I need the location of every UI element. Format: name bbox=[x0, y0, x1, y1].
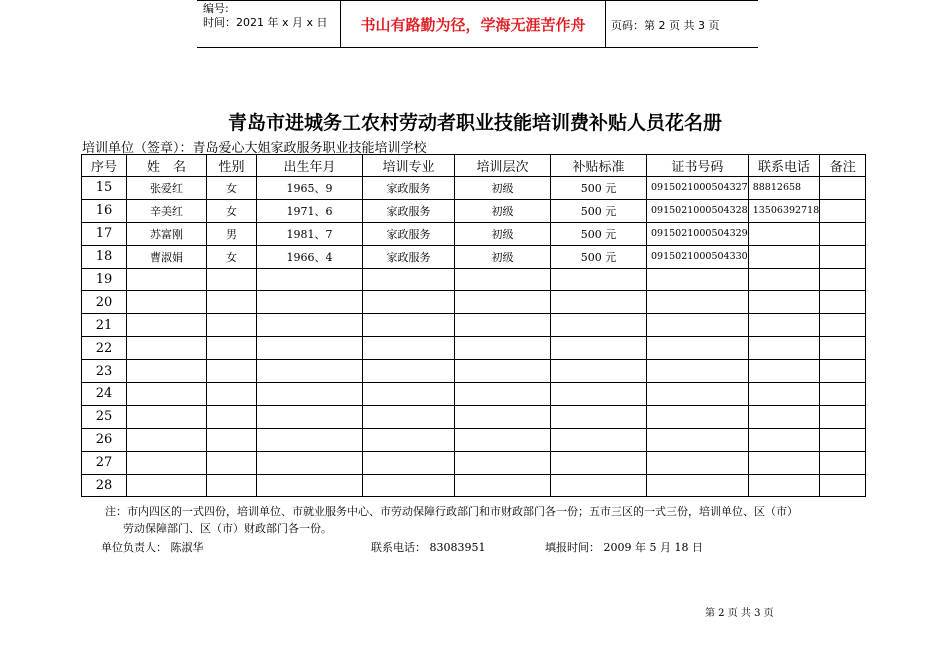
cell-phone bbox=[748, 314, 820, 337]
col-header-birth: 出生年月 bbox=[257, 155, 363, 177]
cell-major bbox=[363, 314, 455, 337]
cell-subsidy: 500 元 bbox=[551, 199, 647, 222]
footnote-line-2: 劳动保障部门、区（市）财政部门各一份。 bbox=[123, 522, 332, 535]
table-row bbox=[82, 428, 866, 451]
cell-major bbox=[363, 383, 455, 406]
cell-remark bbox=[820, 428, 866, 451]
cell-no: 26 bbox=[82, 428, 127, 451]
cell-level bbox=[455, 405, 551, 428]
col-header-level: 培训层次 bbox=[455, 155, 551, 177]
cell-phone bbox=[748, 222, 820, 245]
cell-level bbox=[455, 383, 551, 406]
cell-no: 15 bbox=[82, 177, 127, 200]
contact-phone: 联系电话： 83083951 bbox=[371, 541, 486, 554]
cell-cert: 0915021000504328 bbox=[647, 199, 749, 222]
table-row bbox=[82, 177, 866, 200]
table-row bbox=[82, 314, 866, 337]
cell-level bbox=[455, 474, 551, 497]
cell-name bbox=[127, 337, 207, 360]
cell-sex: 男 bbox=[207, 222, 257, 245]
table-row bbox=[82, 245, 866, 268]
cell-level: 初级 bbox=[455, 199, 551, 222]
table-header-row bbox=[82, 155, 866, 177]
table-row bbox=[82, 199, 866, 222]
cell-name bbox=[127, 383, 207, 406]
cell-remark bbox=[820, 360, 866, 383]
cell-level bbox=[455, 337, 551, 360]
cell-birth bbox=[257, 314, 363, 337]
cell-major bbox=[363, 360, 455, 383]
header-motto: 书山有路勤为径，学海无涯苦作舟 bbox=[360, 15, 586, 34]
serial-label: 编号: bbox=[203, 2, 229, 15]
cell-level bbox=[455, 451, 551, 474]
cell-cert bbox=[647, 337, 749, 360]
cell-subsidy bbox=[551, 405, 647, 428]
table-row bbox=[82, 451, 866, 474]
header-page-label: 页码：第 2 页 共 3 页 bbox=[611, 19, 720, 32]
cell-remark bbox=[820, 405, 866, 428]
cell-phone bbox=[748, 360, 820, 383]
cell-subsidy: 500 元 bbox=[551, 222, 647, 245]
training-unit-line: 培训单位（签章）：青岛爱心大姐家政服务职业技能培训学校 bbox=[82, 141, 427, 156]
cell-remark bbox=[820, 199, 866, 222]
header-meta bbox=[203, 2, 328, 30]
cell-cert: 0915021000504329 bbox=[647, 222, 749, 245]
cell-cert bbox=[647, 474, 749, 497]
cell-cert bbox=[647, 383, 749, 406]
cell-remark bbox=[820, 337, 866, 360]
cell-birth: 1981、7 bbox=[257, 222, 363, 245]
table-row bbox=[82, 222, 866, 245]
cell-sex bbox=[207, 451, 257, 474]
cell-subsidy: 500 元 bbox=[551, 177, 647, 200]
cell-birth bbox=[257, 451, 363, 474]
cell-phone: 13506392718 bbox=[748, 199, 820, 222]
cell-cert: 0915021000504330 bbox=[647, 245, 749, 268]
cell-subsidy bbox=[551, 428, 647, 451]
cell-sex bbox=[207, 314, 257, 337]
cell-phone bbox=[748, 474, 820, 497]
cell-level bbox=[455, 291, 551, 314]
cell-cert bbox=[647, 428, 749, 451]
cell-level bbox=[455, 360, 551, 383]
cell-no: 23 bbox=[82, 360, 127, 383]
cell-sex: 女 bbox=[207, 177, 257, 200]
cell-name: 辛美红 bbox=[127, 199, 207, 222]
cell-remark bbox=[820, 474, 866, 497]
cell-level bbox=[455, 428, 551, 451]
cell-subsidy bbox=[551, 268, 647, 291]
cell-no: 19 bbox=[82, 268, 127, 291]
cell-birth: 1966、4 bbox=[257, 245, 363, 268]
cell-no: 16 bbox=[82, 199, 127, 222]
cell-birth bbox=[257, 474, 363, 497]
cell-subsidy bbox=[551, 360, 647, 383]
cell-phone bbox=[748, 451, 820, 474]
cell-name bbox=[127, 314, 207, 337]
table-row bbox=[82, 268, 866, 291]
cell-name: 曹淑娟 bbox=[127, 245, 207, 268]
cell-phone bbox=[748, 291, 820, 314]
cell-name bbox=[127, 291, 207, 314]
cell-subsidy bbox=[551, 291, 647, 314]
cell-birth bbox=[257, 405, 363, 428]
cell-name bbox=[127, 360, 207, 383]
cell-subsidy bbox=[551, 451, 647, 474]
cell-major bbox=[363, 337, 455, 360]
cell-remark bbox=[820, 291, 866, 314]
cell-major: 家政服务 bbox=[363, 177, 455, 200]
cell-no: 28 bbox=[82, 474, 127, 497]
cell-phone bbox=[748, 337, 820, 360]
cell-major bbox=[363, 291, 455, 314]
cell-no: 20 bbox=[82, 291, 127, 314]
col-header-subsidy: 补贴标准 bbox=[551, 155, 647, 177]
cell-phone bbox=[748, 428, 820, 451]
table-row bbox=[82, 360, 866, 383]
cell-phone bbox=[748, 405, 820, 428]
document-header bbox=[197, 0, 758, 48]
cell-cert bbox=[647, 291, 749, 314]
cell-birth bbox=[257, 383, 363, 406]
cell-major: 家政服务 bbox=[363, 199, 455, 222]
cell-birth bbox=[257, 360, 363, 383]
table-row bbox=[82, 405, 866, 428]
cell-name bbox=[127, 451, 207, 474]
cell-major bbox=[363, 451, 455, 474]
page-title: 青岛市进城务工农村劳动者职业技能培训费补贴人员花名册 bbox=[227, 112, 722, 134]
cell-cert bbox=[647, 360, 749, 383]
cell-remark bbox=[820, 451, 866, 474]
table-row bbox=[82, 383, 866, 406]
cell-no: 21 bbox=[82, 314, 127, 337]
cell-name bbox=[127, 268, 207, 291]
time-label: 时间：2021 年 x 月 x 日 bbox=[203, 16, 328, 29]
cell-cert bbox=[647, 405, 749, 428]
cell-name: 张爱红 bbox=[127, 177, 207, 200]
cell-remark bbox=[820, 245, 866, 268]
cell-level: 初级 bbox=[455, 245, 551, 268]
cell-no: 22 bbox=[82, 337, 127, 360]
cell-subsidy: 500 元 bbox=[551, 245, 647, 268]
cell-major bbox=[363, 428, 455, 451]
cell-cert bbox=[647, 451, 749, 474]
cell-cert bbox=[647, 268, 749, 291]
cell-sex bbox=[207, 268, 257, 291]
cell-sex: 女 bbox=[207, 199, 257, 222]
cell-birth: 1965、9 bbox=[257, 177, 363, 200]
col-header-no: 序号 bbox=[82, 155, 127, 177]
fill-date: 填报时间： 2009 年 5 月 18 日 bbox=[545, 541, 703, 554]
cell-subsidy bbox=[551, 383, 647, 406]
cell-major: 家政服务 bbox=[363, 245, 455, 268]
col-header-name: 姓 名 bbox=[127, 155, 207, 177]
cell-no: 17 bbox=[82, 222, 127, 245]
col-header-sex: 性别 bbox=[207, 155, 257, 177]
cell-phone bbox=[748, 245, 820, 268]
cell-remark bbox=[820, 222, 866, 245]
header-divider-right bbox=[605, 0, 606, 48]
cell-birth bbox=[257, 337, 363, 360]
cell-name bbox=[127, 405, 207, 428]
cell-sex bbox=[207, 474, 257, 497]
cell-subsidy bbox=[551, 314, 647, 337]
cell-level: 初级 bbox=[455, 222, 551, 245]
cell-remark bbox=[820, 268, 866, 291]
cell-no: 24 bbox=[82, 383, 127, 406]
cell-sex bbox=[207, 428, 257, 451]
col-header-major: 培训专业 bbox=[363, 155, 455, 177]
cell-major bbox=[363, 268, 455, 291]
cell-phone bbox=[748, 383, 820, 406]
cell-cert: 0915021000504327 bbox=[647, 177, 749, 200]
cell-name bbox=[127, 474, 207, 497]
footnote bbox=[105, 503, 865, 537]
cell-major: 家政服务 bbox=[363, 222, 455, 245]
cell-birth bbox=[257, 268, 363, 291]
cell-sex bbox=[207, 383, 257, 406]
cell-sex: 女 bbox=[207, 245, 257, 268]
cell-birth bbox=[257, 291, 363, 314]
cell-subsidy bbox=[551, 474, 647, 497]
cell-name bbox=[127, 428, 207, 451]
cell-birth: 1971、6 bbox=[257, 199, 363, 222]
roster-table bbox=[81, 154, 866, 497]
cell-no: 27 bbox=[82, 451, 127, 474]
cell-sex bbox=[207, 291, 257, 314]
cell-level: 初级 bbox=[455, 177, 551, 200]
cell-no: 25 bbox=[82, 405, 127, 428]
unit-leader: 单位负责人： 陈淑华 bbox=[101, 541, 204, 554]
cell-cert bbox=[647, 314, 749, 337]
cell-level bbox=[455, 268, 551, 291]
col-header-remark: 备注 bbox=[820, 155, 866, 177]
table-row bbox=[82, 291, 866, 314]
cell-sex bbox=[207, 405, 257, 428]
cell-phone bbox=[748, 268, 820, 291]
col-header-cert: 证书号码 bbox=[647, 155, 749, 177]
cell-sex bbox=[207, 360, 257, 383]
col-header-phone: 联系电话 bbox=[748, 155, 820, 177]
cell-major bbox=[363, 405, 455, 428]
cell-subsidy bbox=[551, 337, 647, 360]
cell-no: 18 bbox=[82, 245, 127, 268]
cell-name: 苏富刚 bbox=[127, 222, 207, 245]
cell-phone: 88812658 bbox=[748, 177, 820, 200]
header-divider-left bbox=[340, 0, 341, 48]
footer-page-number: 第 2 页 共 3 页 bbox=[705, 608, 774, 619]
cell-remark bbox=[820, 314, 866, 337]
cell-sex bbox=[207, 337, 257, 360]
cell-birth bbox=[257, 428, 363, 451]
cell-major bbox=[363, 474, 455, 497]
cell-remark bbox=[820, 383, 866, 406]
table-row bbox=[82, 337, 866, 360]
cell-remark bbox=[820, 177, 866, 200]
footnote-line-1: 注：市内四区的一式四份，培训单位、市就业服务中心、市劳动保障行政部门和市财政部门各一份；五市三区的一式三份，培训单位、区（市） bbox=[105, 505, 798, 518]
table-row bbox=[82, 474, 866, 497]
cell-level bbox=[455, 314, 551, 337]
